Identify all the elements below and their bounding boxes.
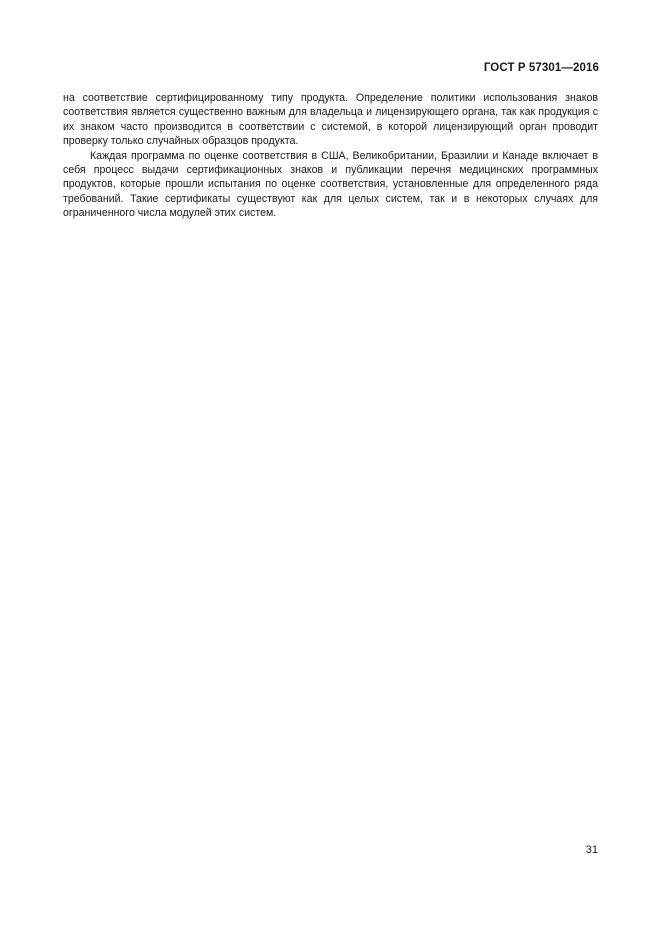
document-header: ГОСТ Р 57301—2016 [483, 62, 599, 74]
page-number: 31 [585, 844, 598, 856]
paragraph: Каждая программа по оценке соответствия в США, Великобритании, Бразилии и Канаде включает в себя процесс выдачи сертификационных знаков и публикации перечня медицинских программных продуктов, которые прошли испытания по оценке соответствия, установленные для определенного ряда требований. Такие сертификаты существуют как для целых систем, так и в некоторых случаях для ограниченного числа модулей этих систем. [63, 149, 598, 220]
paragraph-continuation: на соответствие сертифицированному типу продукта. Определение политики использования знаков соответствия является существенно важным для владельца и лицензирующего органа, так как продукция с их знаком часто производится в соответствии с системой, в которой лицензирующий орган проводит проверку только случайных образцов продукта. [63, 92, 598, 148]
document-body [63, 91, 598, 221]
